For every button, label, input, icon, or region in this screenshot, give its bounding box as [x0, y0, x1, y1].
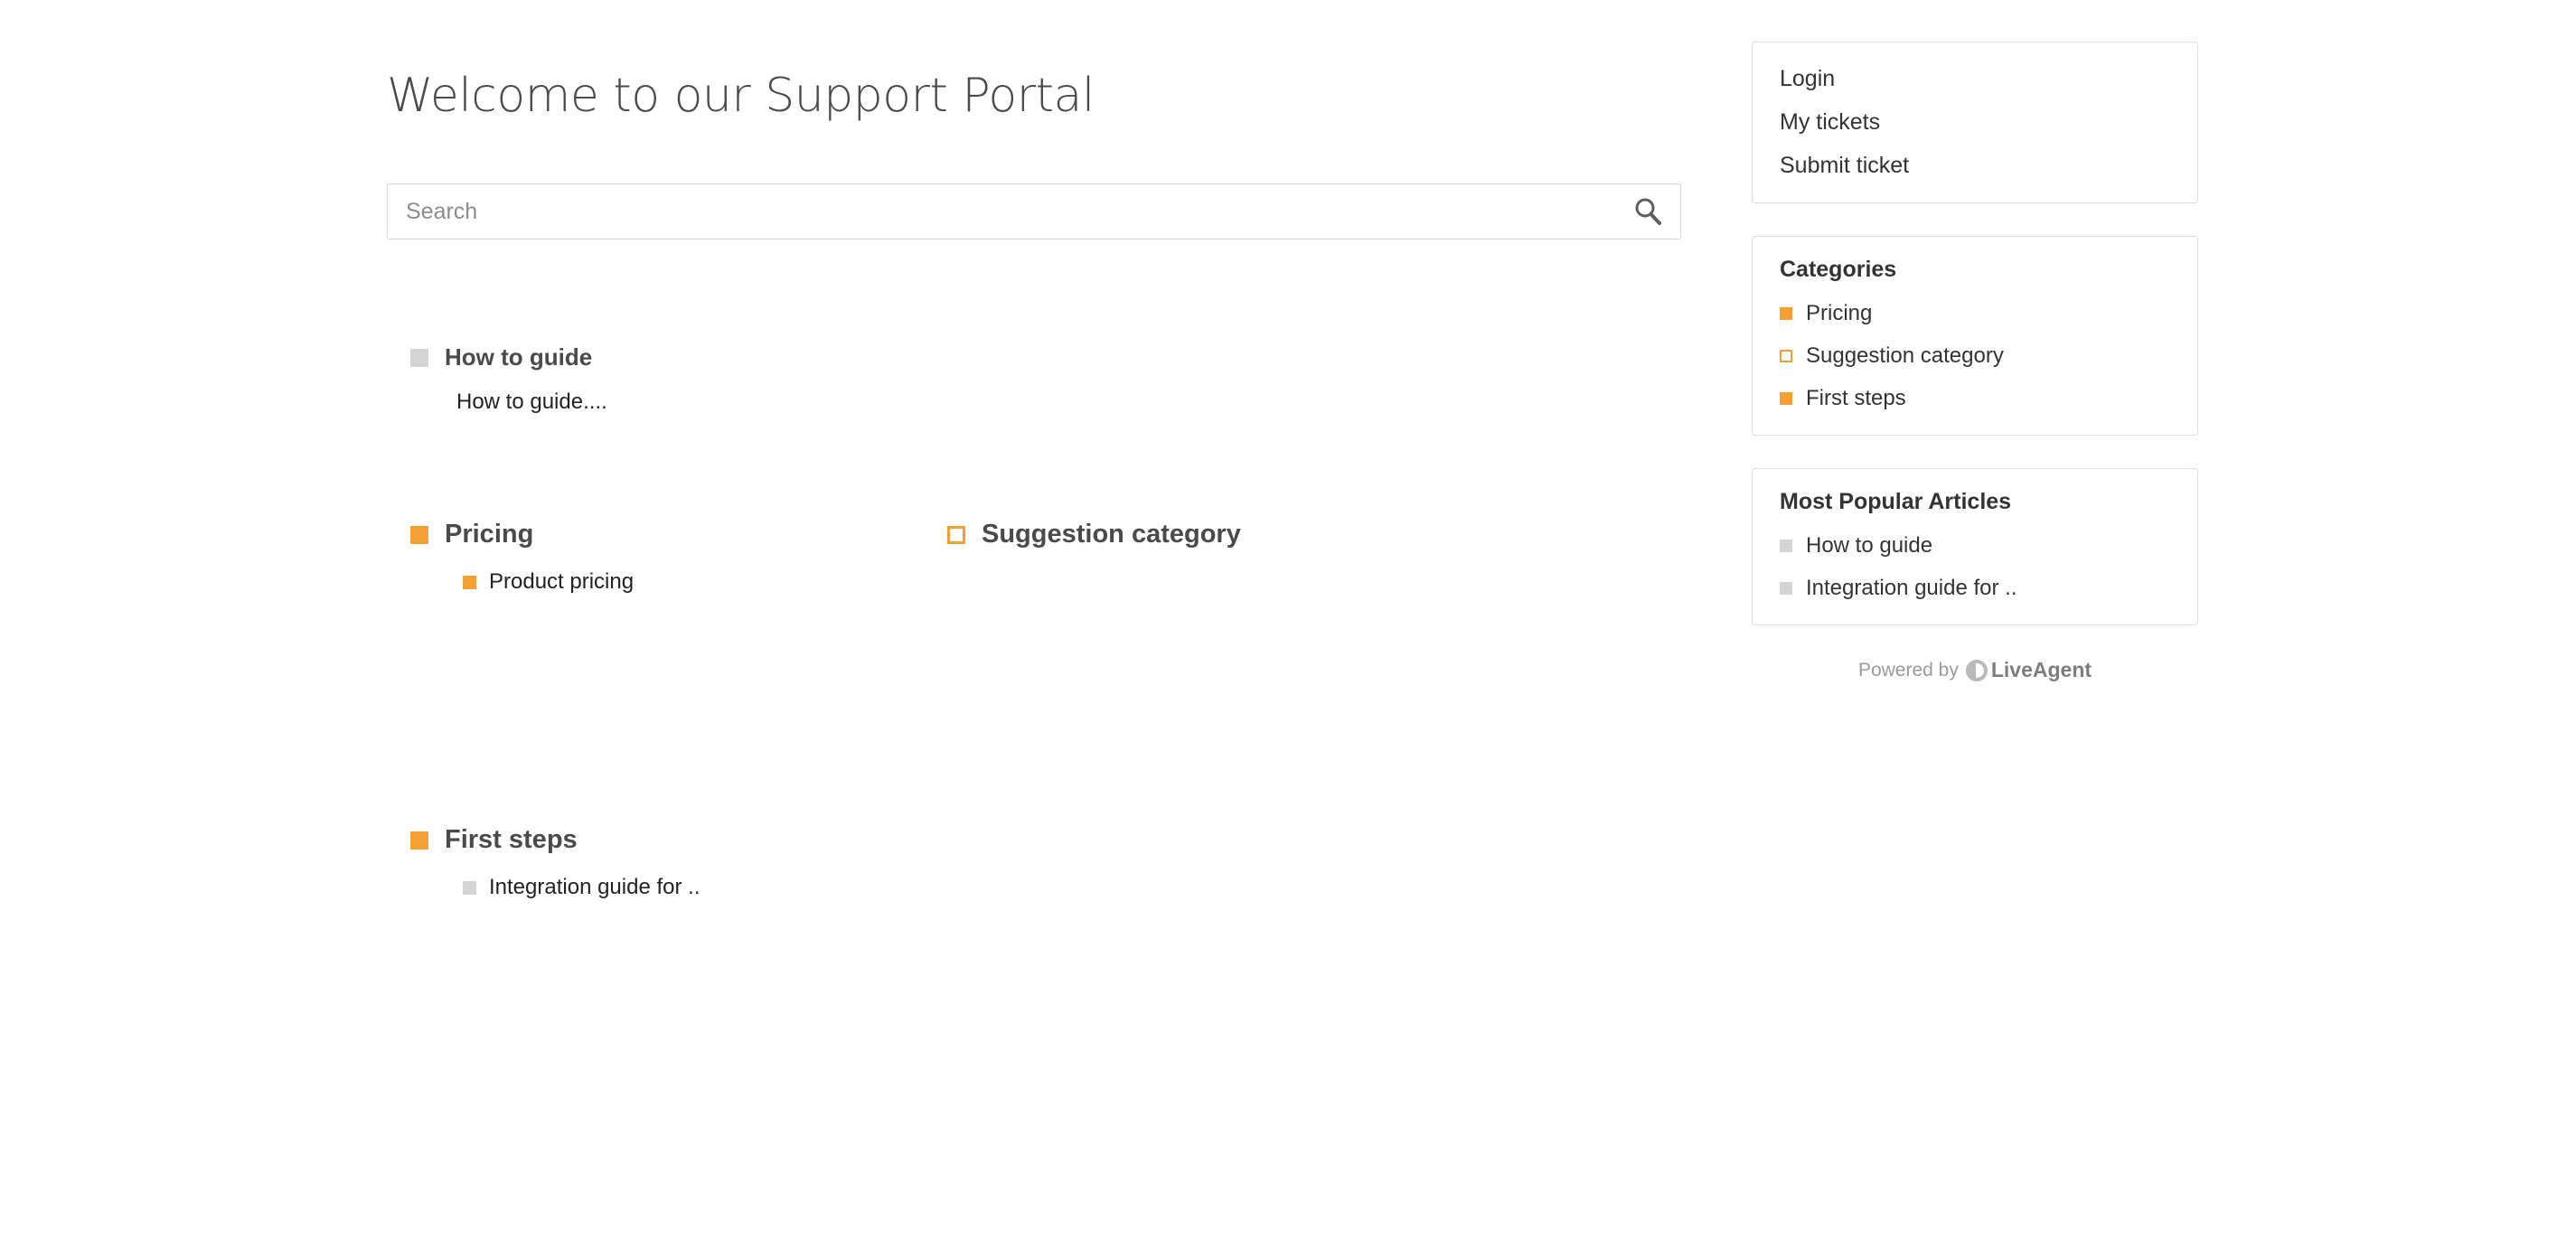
orange-square-outline-icon — [947, 526, 965, 544]
article-link[interactable]: Product pricing — [489, 569, 635, 594]
category-block-suggestion-category — [947, 520, 1490, 549]
orange-square-outline-icon — [1780, 350, 1792, 362]
gray-square-icon — [1780, 540, 1792, 552]
account-nav-list — [1780, 66, 2170, 179]
list-item[interactable] — [1780, 576, 2170, 601]
category-block-pricing — [410, 520, 917, 607]
my-tickets-link[interactable]: My tickets — [1780, 109, 1881, 135]
sidebar-item-suggestion-category[interactable] — [1780, 343, 2170, 369]
category-title: Suggestion category — [982, 520, 1241, 549]
powered-by-label: Powered by — [1857, 659, 1959, 681]
list-item[interactable] — [1780, 533, 2170, 559]
categories-list — [1780, 301, 2170, 411]
category-header[interactable] — [410, 520, 917, 549]
liveagent-mark-icon — [1966, 660, 1988, 681]
article-list — [410, 569, 917, 595]
list-item[interactable] — [410, 875, 989, 900]
gray-square-icon — [1780, 582, 1792, 595]
category-description: How to guide.... — [456, 390, 607, 414]
category-block-first-steps — [410, 825, 989, 913]
orange-square-icon — [1780, 307, 1792, 320]
powered-by-footer — [1752, 658, 2198, 682]
orange-square-icon — [410, 831, 428, 850]
sidebar-item-first-steps[interactable] — [1780, 386, 2170, 411]
category-title: Pricing — [445, 520, 534, 549]
categories-title: Categories — [1780, 257, 1897, 282]
sidebar — [1752, 42, 2198, 682]
popular-articles-list — [1780, 533, 2170, 601]
category-link[interactable]: Suggestion category — [1806, 343, 2004, 368]
categories-card — [1752, 236, 2198, 436]
sidebar-item-login[interactable] — [1780, 66, 2170, 92]
gray-square-icon — [410, 349, 428, 367]
liveagent-brand-label: LiveAgent — [1990, 658, 2092, 681]
liveagent-logo[interactable] — [1966, 658, 2092, 682]
gray-square-icon — [463, 881, 476, 895]
article-link[interactable]: Integration guide for .. — [489, 875, 700, 899]
login-link[interactable]: Login — [1780, 66, 1836, 91]
popular-articles-title: Most Popular Articles — [1780, 489, 2012, 514]
category-header[interactable] — [410, 825, 989, 855]
category-title: How to guide — [445, 343, 593, 371]
article-list — [410, 875, 989, 900]
orange-square-icon — [410, 526, 428, 544]
sidebar-item-pricing[interactable] — [1780, 301, 2170, 326]
list-item[interactable] — [410, 569, 917, 595]
category-link[interactable]: Pricing — [1806, 301, 1873, 325]
page-title: Welcome to our Support Portal — [387, 69, 1095, 123]
category-block-how-to-guide — [410, 343, 989, 415]
search-bar — [387, 183, 1681, 239]
search-icon[interactable] — [1632, 196, 1663, 227]
main-content — [387, 0, 1743, 899]
sidebar-item-submit-ticket[interactable] — [1780, 153, 2170, 179]
article-link[interactable]: Integration guide for .. — [1806, 576, 2017, 600]
popular-articles-card — [1752, 468, 2198, 625]
category-header[interactable] — [410, 343, 989, 371]
submit-ticket-link[interactable]: Submit ticket — [1780, 153, 1910, 178]
account-links-card — [1752, 42, 2198, 203]
article-link[interactable]: How to guide — [1806, 533, 1933, 558]
category-link[interactable]: First steps — [1806, 386, 1906, 410]
sidebar-item-my-tickets[interactable] — [1780, 109, 2170, 136]
orange-square-icon — [1780, 392, 1792, 405]
category-title: First steps — [445, 825, 578, 854]
search-input[interactable] — [387, 183, 1681, 239]
category-header[interactable] — [947, 520, 1490, 549]
orange-square-icon — [463, 576, 476, 589]
